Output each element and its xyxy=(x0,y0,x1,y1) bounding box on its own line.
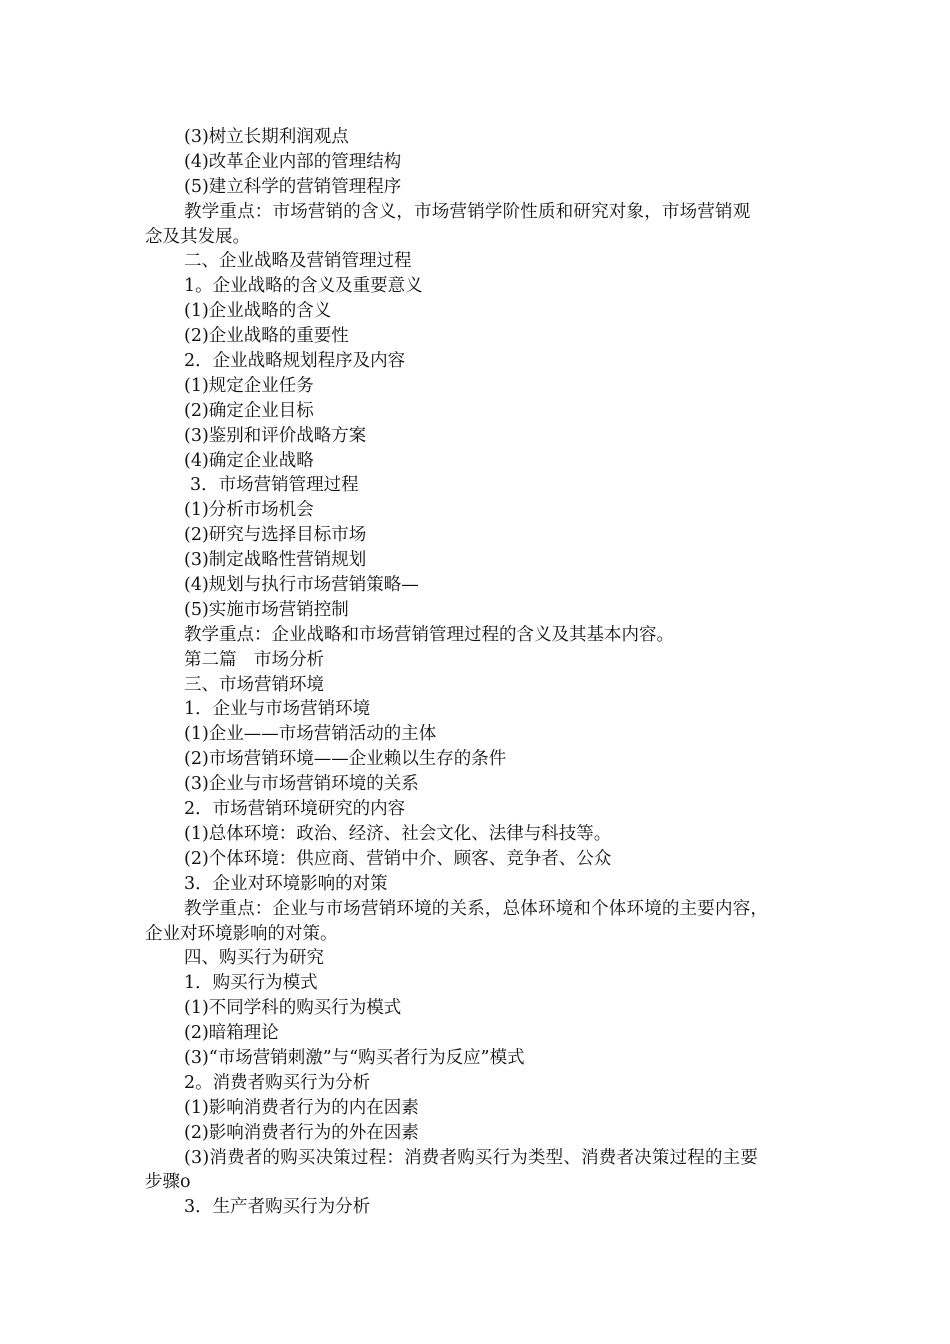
list-item: (1)企业——市场营销活动的主体 xyxy=(184,724,437,745)
part-heading: 第二篇 市场分析 xyxy=(184,649,324,670)
subsection-heading: 2。消费者购买行为分析 xyxy=(184,1072,371,1093)
list-item: (2)确定企业目标 xyxy=(184,400,314,421)
teaching-focus-paragraph-continued: 念及其发展。 xyxy=(145,226,250,247)
subsection-heading: 3．生产者购买行为分析 xyxy=(184,1197,371,1218)
list-item: (4)改革企业内部的管理结构 xyxy=(184,151,402,172)
section-heading: 二、企业战略及营销管理过程 xyxy=(184,251,412,272)
subsection-heading: 2．市场营销环境研究的内容 xyxy=(184,799,406,820)
list-item: (2)市场营销环境——企业赖以生存的条件 xyxy=(184,749,507,770)
list-item: (4)规划与执行市场营销策略— xyxy=(184,575,419,596)
list-item: (5)实施市场营销控制 xyxy=(184,599,349,620)
list-item: (3)制定战略性营销规划 xyxy=(184,550,367,571)
section-heading: 三、市场营销环境 xyxy=(184,674,324,695)
list-item: (2)暗箱理论 xyxy=(184,1023,279,1044)
list-item: (3)企业与市场营销环境的关系 xyxy=(184,774,419,795)
teaching-focus-paragraph: 教学重点：市场营销的含义，市场营销学阶性质和研究对象，市场营销观 xyxy=(184,201,751,222)
teaching-focus-paragraph-continued: 企业对环境影响的对策。 xyxy=(145,923,338,944)
section-heading: 四、购买行为研究 xyxy=(184,948,324,969)
subsection-heading: 1。企业战略的含义及重要意义 xyxy=(184,276,423,297)
list-item: (2)企业战略的重要性 xyxy=(184,326,349,347)
list-item: (1)规定企业任务 xyxy=(184,375,314,396)
list-item: (3)“市场营销刺激”与“购买者行为反应”模式 xyxy=(184,1047,525,1068)
list-item: (4)确定企业战略 xyxy=(184,450,314,471)
list-item: (3)鉴别和评价战略方案 xyxy=(184,425,367,446)
list-item: (1)不同学科的购买行为模式 xyxy=(184,998,402,1019)
subsection-heading: 1．企业与市场营销环境 xyxy=(184,699,371,720)
subsection-heading: 1．购买行为模式 xyxy=(184,973,318,994)
list-item: (3)树立长期利润观点 xyxy=(184,127,349,147)
document-page xyxy=(0,125,950,1220)
teaching-focus-paragraph: 教学重点：企业战略和市场营销管理过程的含义及其基本内容。 xyxy=(184,624,674,645)
teaching-focus-paragraph: 教学重点：企业与市场营销环境的关系，总体环境和个体环境的主要内容， xyxy=(184,898,769,919)
list-item: (2)个体环境：供应商、营销中介、顾客、竞争者、公众 xyxy=(184,848,612,869)
list-item: (2)影响消费者行为的外在因素 xyxy=(184,1122,419,1143)
list-item: (5)建立科学的营销管理程序 xyxy=(184,176,402,197)
list-item: (1)影响消费者行为的内在因素 xyxy=(184,1097,419,1118)
list-item: (1)分析市场机会 xyxy=(184,500,314,521)
list-item: (1)企业战略的含义 xyxy=(184,301,332,322)
subsection-heading: 2．企业战略规划程序及内容 xyxy=(184,351,406,372)
list-item: (1)总体环境：政治、经济、社会文化、法律与科技等。 xyxy=(184,823,612,844)
subsection-heading: 3．市场营销管理过程 xyxy=(190,475,359,496)
list-item: (2)研究与选择目标市场 xyxy=(184,525,367,546)
subsection-heading: 3．企业对环境影响的对策 xyxy=(184,873,388,894)
list-item-continued: 步骤o xyxy=(145,1172,191,1193)
list-item: (3)消费者的购买决策过程：消费者购买行为类型、消费者决策过程的主要 xyxy=(184,1147,759,1168)
